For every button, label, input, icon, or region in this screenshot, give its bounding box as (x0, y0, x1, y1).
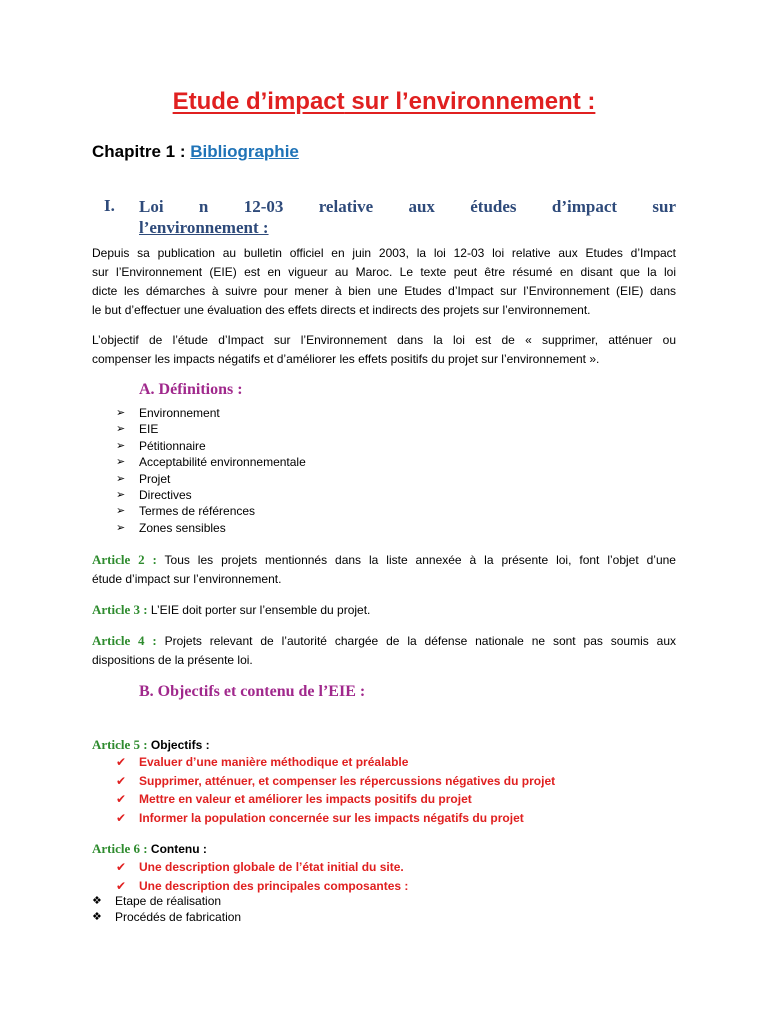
list-item-text: Termes de références (139, 504, 256, 519)
list-item-text: Zones sensibles (139, 520, 226, 535)
list-item (116, 405, 306, 421)
list-item (116, 438, 306, 454)
article-text: Objectifs : (147, 738, 210, 752)
article-5 (92, 735, 676, 755)
section-number: I. (104, 196, 115, 215)
paragraph-line: sur l’Environnement (EIE) est en vigueur au Maroc. Le texte peut être résumé en disant que la loi (92, 265, 676, 279)
article-text: L’EIE doit porter sur l’ensemble du projet. (147, 603, 371, 617)
article-6 (92, 839, 676, 859)
list-item-text: Projet (139, 471, 171, 486)
list-item (116, 753, 555, 772)
list-item-text: Informer la population concernée sur les impacts négatifs du projet (139, 811, 524, 826)
paragraph-line: compenser les impacts négatifs et d’améliorer les effets positifs du projet sur l’environnement ». (92, 352, 600, 366)
article-text: étude d’impact sur l’environnement. (92, 572, 282, 586)
title-part-rest: sur l’environnement : (344, 88, 596, 115)
chapter-label: Chapitre 1 : (92, 142, 191, 161)
article-text: Tous les projets mentionnés dans la liste annexée à la présente loi, font l’objet d’une (156, 553, 676, 567)
list-item (116, 858, 408, 877)
list-item-text: Etape de réalisation (115, 894, 222, 908)
list-item-text: EIE (139, 422, 159, 437)
diamond-bullet-icon: ❖ (92, 911, 102, 923)
section-title-line2: l’environnement : (139, 218, 269, 237)
arrow-bullet-icon: ➢ (116, 439, 126, 452)
list-item (116, 520, 306, 536)
bibliographie-link[interactable]: Bibliographie (190, 142, 299, 161)
list-item (116, 790, 555, 809)
paragraph-line: L’objectif de l’étude d’Impact sur l’Environnement dans la loi est de « supprimer, atténuer ou (92, 333, 676, 347)
checkmark-icon: ✔ (116, 811, 127, 826)
list-item-text: Evaluer d’une manière méthodique et préalable (139, 755, 409, 769)
list-item (116, 772, 555, 791)
objectives-list (116, 753, 555, 828)
article-text: Projets relevant de l’autorité chargée de la défense nationale ne sont pas soumis aux (156, 634, 676, 648)
arrow-bullet-icon: ➢ (116, 505, 126, 518)
list-item-text: Une description des principales composantes : (139, 878, 409, 893)
sub-contents-list (92, 893, 241, 925)
arrow-bullet-icon: ➢ (116, 489, 126, 502)
article-label: Article 6 : (92, 841, 148, 856)
arrow-bullet-icon: ➢ (116, 407, 126, 419)
list-item-text: Environnement (139, 406, 220, 420)
contents-list (116, 858, 408, 895)
arrow-bullet-icon: ➢ (116, 423, 126, 436)
document-title (0, 88, 768, 116)
arrow-bullet-icon: ➢ (116, 521, 126, 534)
chapter-heading (92, 142, 299, 162)
list-item (92, 893, 241, 909)
section-title-line1: Loi n 12-03 relative aux études d’impact sur (139, 197, 676, 216)
checkmark-icon: ✔ (116, 773, 127, 788)
paragraph-line: dicte les démarches à suivre pour mener à bien une Etudes d’Impact sur l’Environnement (EIE) dans (92, 284, 676, 298)
paragraph-line: le but d’effectuer une évaluation des effets directs et indirects des projets sur l’environnement. (92, 303, 591, 317)
article-2 (92, 550, 676, 589)
list-item-text: Mettre en valeur et améliorer les impacts positifs du projet (139, 792, 472, 807)
list-item-text: Supprimer, atténuer, et compenser les répercussions négatives du projet (139, 773, 556, 788)
list-item-text: Acceptabilité environnementale (139, 455, 306, 470)
article-4 (92, 631, 676, 670)
arrow-bullet-icon: ➢ (116, 472, 126, 485)
intro-paragraph (92, 244, 676, 320)
list-item-text: Directives (139, 488, 192, 503)
definitions-list (116, 405, 306, 536)
list-item-text: Pétitionnaire (139, 438, 206, 453)
objective-paragraph (92, 331, 676, 369)
list-item-text: Procédés de fabrication (115, 910, 242, 924)
list-item (116, 487, 306, 503)
arrow-bullet-icon: ➢ (116, 456, 126, 469)
article-label: Article 5 : (92, 737, 148, 752)
article-text: Contenu : (147, 842, 207, 856)
list-item (92, 909, 241, 925)
list-item (116, 809, 555, 828)
article-label: Article 4 : (92, 633, 157, 648)
paragraph-line: Depuis sa publication au bulletin officiel en juin 2003, la loi 12-03 loi relative aux Etudes d’Impact (92, 246, 676, 260)
list-item (116, 421, 306, 437)
checkmark-icon: ✔ (116, 755, 127, 769)
list-item-text: Une description globale de l’état initial du site. (139, 860, 404, 874)
list-item (116, 503, 306, 519)
list-item (116, 454, 306, 470)
checkmark-icon: ✔ (116, 860, 127, 874)
checkmark-icon: ✔ (116, 878, 127, 893)
article-label: Article 3 : (92, 602, 148, 617)
subheading-definitions: A. Définitions : (139, 381, 243, 398)
article-label: Article 2 : (92, 552, 157, 567)
article-3 (92, 600, 676, 620)
article-text: dispositions de la présente loi. (92, 653, 253, 667)
list-item (116, 471, 306, 487)
subheading-objectives: B. Objectifs et contenu de l’EIE : (139, 683, 366, 700)
diamond-bullet-icon: ❖ (92, 895, 102, 907)
title-part-underlined: Etude d’impact (172, 88, 345, 115)
checkmark-icon: ✔ (116, 792, 127, 807)
